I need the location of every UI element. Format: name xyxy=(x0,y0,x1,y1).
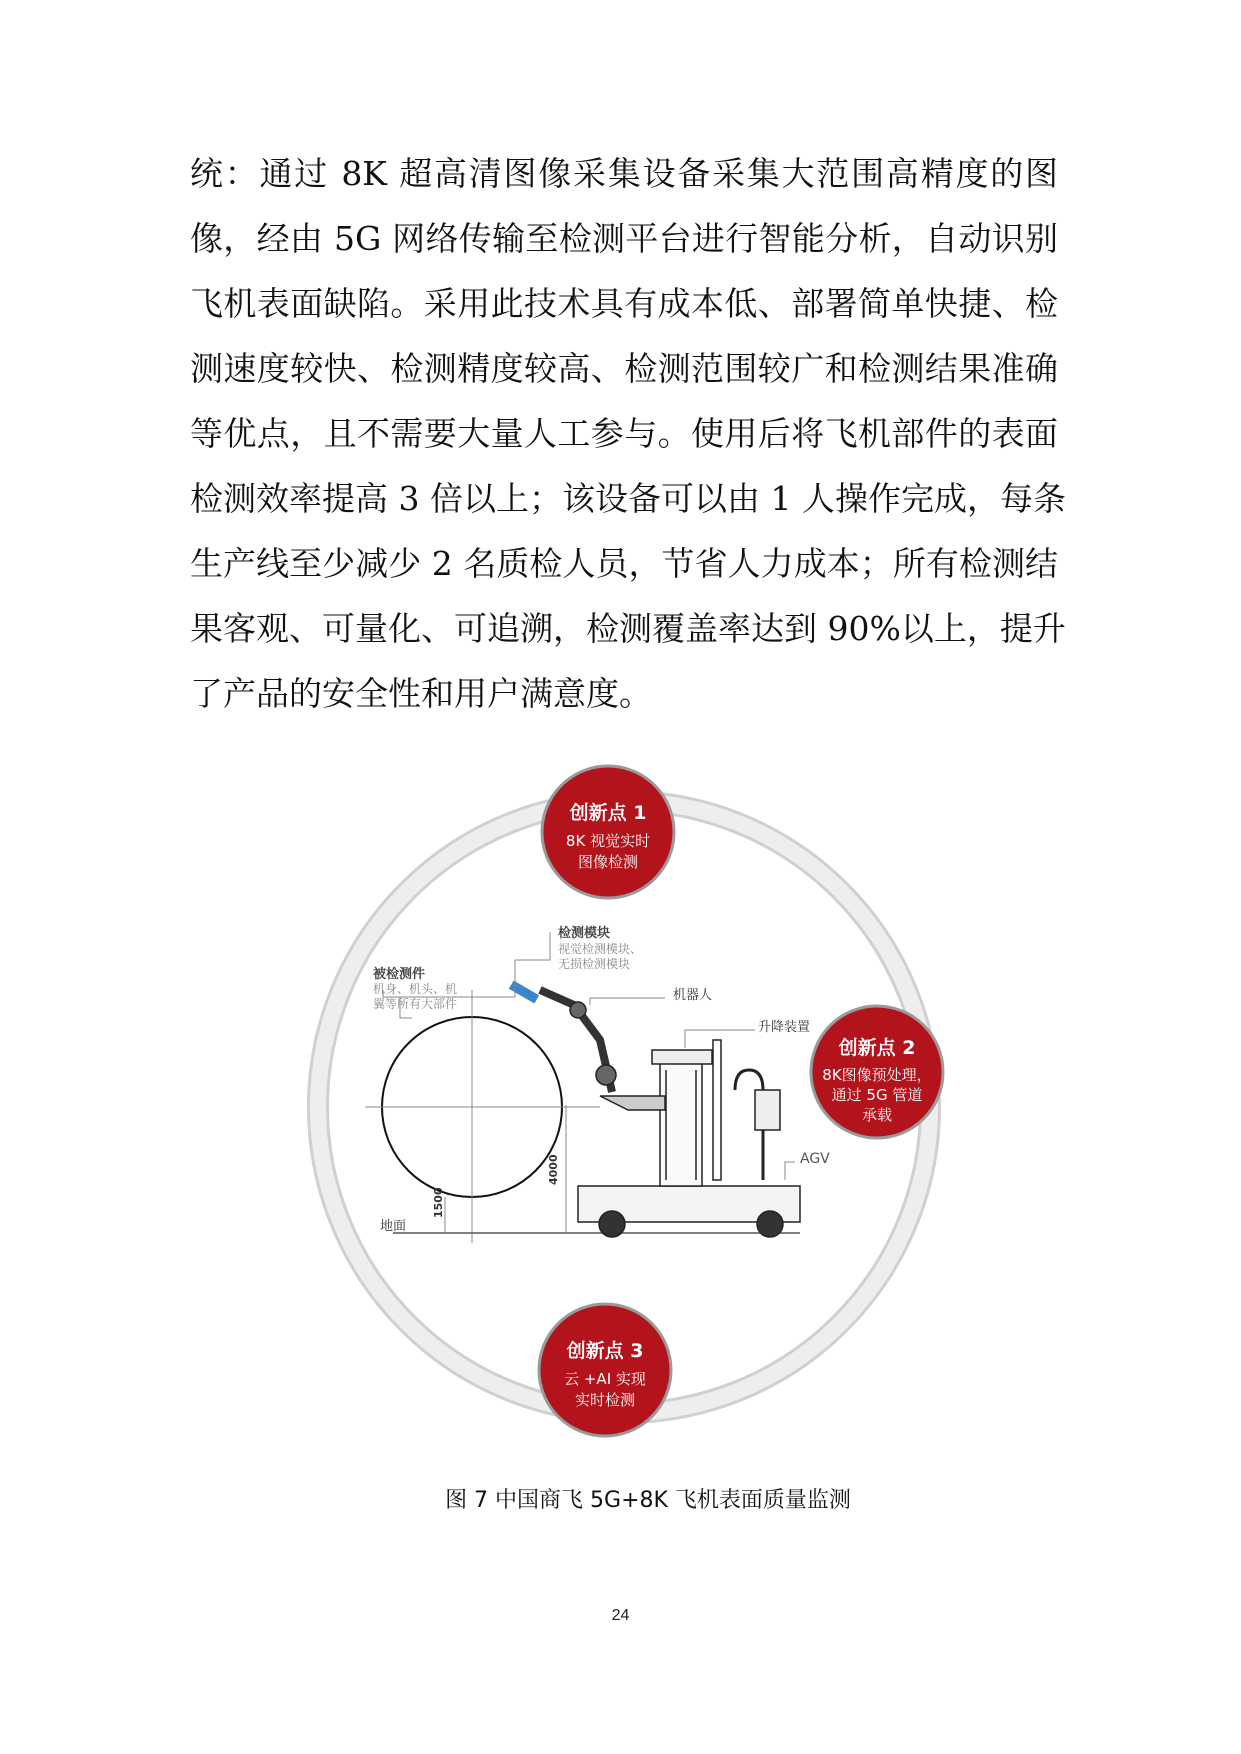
ground-label: 地面 xyxy=(380,1219,407,1234)
part-sub-label: 翼等所有大部件 xyxy=(373,997,458,1011)
badge-text: 承载 xyxy=(861,1106,893,1124)
lift-label: 升降装置 xyxy=(758,1020,811,1035)
robot-label: 机器人 xyxy=(673,988,713,1003)
badge-text: 8K 视觉实时 xyxy=(565,832,651,850)
innovation-badge-2 xyxy=(811,1006,943,1138)
figure-caption: 图 7 中国商飞 5G+8K 飞机表面质量监测 xyxy=(445,1488,851,1513)
badge-text: 实时检测 xyxy=(574,1391,636,1409)
innovation-badge-3 xyxy=(539,1304,671,1436)
module-sub-label: 视觉检测模块、 xyxy=(558,942,643,956)
badge-text: 8K图像预处理， xyxy=(822,1066,932,1084)
badge-title: 创新点 1 xyxy=(569,802,647,824)
innovation-badge-1 xyxy=(542,766,674,898)
text-line: 检测效率提高 3 倍以上；该设备可以由 1 人操作完成，每条 xyxy=(190,479,1066,518)
badge-title: 创新点 2 xyxy=(838,1037,916,1059)
module-label: 检测模块 xyxy=(558,926,611,941)
text-line: 等优点，且不需要大量人工参与。使用后将飞机部件的表面 xyxy=(190,414,1058,453)
badge-text: 图像检测 xyxy=(577,853,639,871)
robot-agv-drawing xyxy=(510,932,800,1237)
text-line: 了产品的安全性和用户满意度。 xyxy=(190,674,652,713)
text-line: 测速度较快、检测精度较高、检测范围较广和检测结果准确 xyxy=(190,349,1058,388)
text-line: 飞机表面缺陷。采用此技术具有成本低、部署简单快捷、检 xyxy=(190,284,1058,323)
badge-text: 云 +AI 实现 xyxy=(564,1370,646,1388)
dimension-4000: 4000 xyxy=(547,1154,560,1185)
text-line: 像，经由 5G 网络传输至检测平台进行智能分析，自动识别 xyxy=(190,219,1058,258)
badge-text: 通过 5G 管道 xyxy=(831,1086,923,1104)
module-sub-label: 无损检测模块 xyxy=(558,957,631,971)
text-line: 果客观、可量化、可追溯，检测覆盖率达到 90%以上，提升 xyxy=(190,609,1066,648)
text-line: 统：通过 8K 超高清图像采集设备采集大范围高精度的图 xyxy=(190,154,1058,193)
page-number: 24 xyxy=(611,1607,630,1624)
agv-label: AGV xyxy=(800,1151,830,1167)
part-label: 被检测件 xyxy=(373,967,426,982)
text-line: 生产线至少减少 2 名质检人员，节省人力成本；所有检测结 xyxy=(190,544,1058,583)
dimension-1500: 1500 xyxy=(432,1187,445,1218)
part-sub-label: 机身、机头、机 xyxy=(373,982,458,996)
badge-title: 创新点 3 xyxy=(566,1340,644,1362)
